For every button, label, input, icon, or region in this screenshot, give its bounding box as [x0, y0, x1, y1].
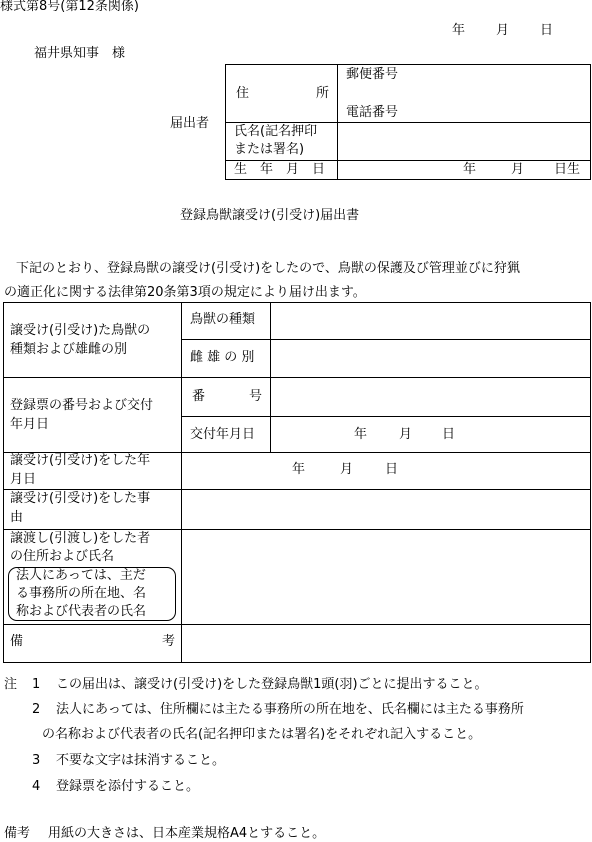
received-year: 年 — [292, 462, 306, 477]
intro-line-1: 下記のとおり、登録鳥獣の譲受け(引受け)をしたので、鳥獣の保護及び管理並びに狩猟 — [16, 261, 520, 276]
sex-label-cell — [182, 340, 271, 378]
reason-label-cell — [4, 490, 182, 530]
remarks-label-1: 備 — [10, 634, 24, 649]
number-label-cell — [182, 378, 271, 417]
birth-month: 月 — [511, 162, 525, 177]
date-line — [452, 23, 554, 39]
row3-label-line1: 譲受け(引受け)をした年 — [10, 453, 151, 468]
issue-date-label-cell — [182, 417, 271, 453]
issue-month: 月 — [399, 427, 413, 442]
row4-label-line1: 譲受け(引受け)をした事 — [10, 491, 151, 506]
name-label-cell — [226, 123, 338, 161]
applicant-label: 届出者 — [170, 116, 210, 131]
footer-text: 用紙の大きさは、日本産業規格A4とすること。 — [48, 826, 326, 841]
row3-label-line2: 月日 — [10, 472, 37, 487]
row4-label-line2: 由 — [10, 510, 24, 525]
received-day: 日 — [385, 462, 399, 477]
row1-label-line1: 譲受け(引受け)た鳥獣の — [10, 323, 151, 338]
received-month: 月 — [340, 462, 354, 477]
birth-label-cell — [226, 161, 338, 180]
address-label-2: 所 — [316, 86, 330, 101]
birth-value-cell[interactable] — [338, 161, 591, 180]
addressee: 福井県知事 様 — [34, 46, 126, 61]
note-2-text-line1: 法人にあっては、住所欄には主たる事務所の所在地を、氏名欄には主たる事務所 — [56, 702, 524, 717]
species-group-label — [4, 303, 182, 378]
row5-note-line1: 法人にあっては、主だ — [16, 568, 146, 583]
address-label-1: 住 — [236, 86, 250, 101]
row1-label-line2: 種類および雄雌の別 — [10, 342, 128, 357]
name-value-cell[interactable] — [338, 123, 591, 161]
transferor-label-cell — [4, 530, 182, 625]
postal-label: 郵便番号 — [346, 67, 399, 82]
remarks-label-cell — [4, 625, 182, 663]
note-4-number: 4 — [32, 779, 41, 794]
note-2-number: 2 — [32, 702, 41, 717]
row5-note-line3: 称および代表者の氏名 — [16, 604, 147, 619]
document-title: 登録鳥獣譲受け(引受け)届出書 — [180, 208, 360, 223]
address-label-cell — [226, 65, 338, 123]
sex-label: 雌 雄 の 別 — [190, 350, 255, 365]
issue-day: 日 — [442, 427, 456, 442]
received-date-label-cell — [4, 453, 182, 490]
note-3-number: 3 — [32, 753, 41, 768]
row5-note-line2: る事務所の所在地、名 — [16, 586, 147, 601]
remarks-value-cell[interactable] — [182, 625, 591, 663]
registration-group-label — [4, 378, 182, 453]
row2-label-line2: 年月日 — [10, 417, 50, 432]
issue-date-label: 交付年月日 — [190, 427, 256, 442]
transferor-value-cell[interactable] — [182, 530, 591, 625]
date-day: 日 — [540, 23, 554, 38]
received-date-value-cell[interactable] — [182, 453, 591, 490]
date-month: 月 — [496, 23, 510, 38]
address-value-cell[interactable] — [338, 65, 591, 123]
footer-label: 備考 — [4, 826, 31, 841]
note-4-text: 登録票を添付すること。 — [56, 779, 200, 794]
species-value-cell[interactable] — [271, 303, 591, 340]
name-label-line2: または署名) — [234, 142, 305, 157]
issue-date-value-cell[interactable] — [271, 417, 591, 453]
note-3-text: 不要な文字は抹消すること。 — [56, 753, 226, 768]
remarks-label-2: 考 — [162, 634, 176, 649]
notes-heading: 注 — [4, 677, 18, 692]
date-year: 年 — [452, 23, 466, 38]
number-value-cell[interactable] — [271, 378, 591, 417]
row5-label-line1: 譲渡し(引渡し)をした者 — [10, 531, 151, 546]
intro-line-2: の適正化に関する法律第20条第3項の規定により届け出ます。 — [4, 285, 366, 300]
birth-day: 日生 — [554, 162, 581, 177]
applicant-table — [225, 64, 591, 180]
row2-label-line1: 登録票の番号および交付 — [10, 398, 154, 413]
issue-year: 年 — [354, 427, 368, 442]
species-label-cell — [182, 303, 271, 340]
birth-label: 生 年 月 日 — [234, 162, 326, 177]
name-label-line1: 氏名(記名押印 — [234, 124, 318, 139]
row5-label-line2: の住所および氏名 — [10, 549, 115, 564]
note-1-text: この届出は、譲受け(引受け)をした登録鳥獣1頭(羽)ごとに提出すること。 — [56, 677, 488, 692]
sex-value-cell[interactable] — [271, 340, 591, 378]
birth-year: 年 — [463, 162, 477, 177]
note-1-number: 1 — [32, 677, 41, 692]
number-label-2: 号 — [249, 389, 263, 404]
note-2-text-line2: の名称および代表者の氏名(記名押印または署名)をそれぞれ記入すること。 — [42, 727, 482, 742]
species-label: 鳥獣の種類 — [190, 312, 256, 327]
phone-label: 電話番号 — [346, 105, 399, 120]
number-label-1: 番 — [192, 389, 206, 404]
reason-value-cell[interactable] — [182, 490, 591, 530]
form-number-label: 様式第8号(第12条関係) — [0, 0, 139, 14]
main-table — [3, 302, 591, 663]
